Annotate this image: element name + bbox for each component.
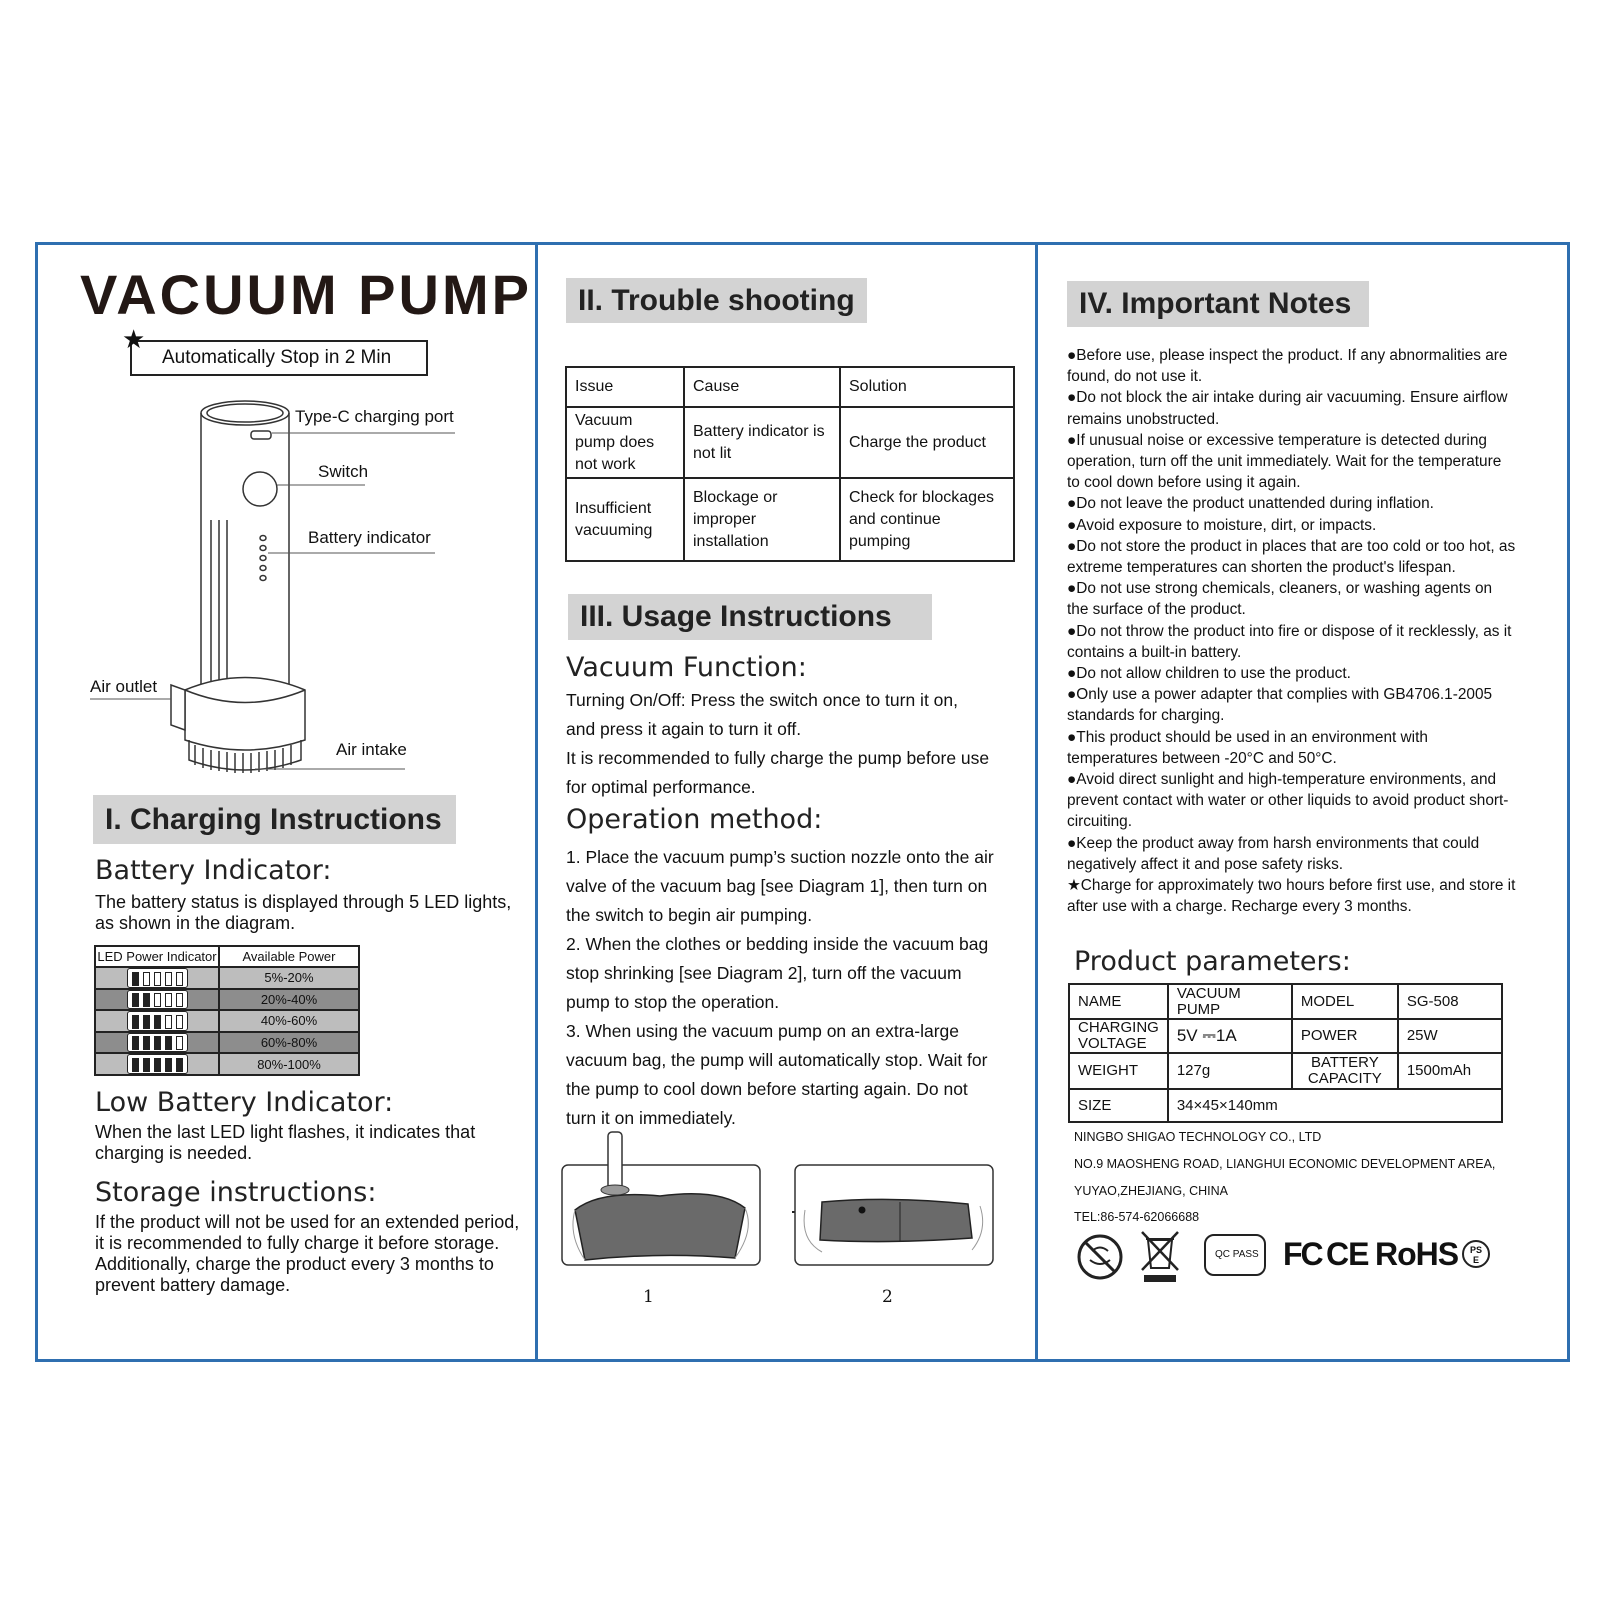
- auto-stop-badge: [122, 324, 428, 376]
- table-cell: Battery indicator is not lit: [684, 407, 840, 478]
- led-segment: [176, 1036, 183, 1050]
- table-cell: Charge the product: [840, 407, 1014, 478]
- label-line: CHARGING: [1078, 1019, 1159, 1036]
- qc-pass-text: QC PASS: [1215, 1249, 1259, 1260]
- important-notes-list: [1067, 345, 1517, 917]
- battery-indicator-text: The battery status is displayed through 5 LED lights, as shown in the diagram.: [95, 892, 512, 933]
- table-cell: Check for blockages and continue pumping: [840, 478, 1014, 561]
- important-notes-title: IV. Important Notes: [1067, 281, 1369, 327]
- text-line: and press it again to turn it off.: [566, 719, 802, 739]
- power-cell: 60%-80%: [219, 1032, 359, 1054]
- text-line: stop shrinking [see Diagram 2], turn off the vacuum: [566, 963, 962, 983]
- note-item: ●This product should be used in an environment with temperatures between -20°C and 50°C.: [1067, 728, 1428, 767]
- air-intake-label: Air intake: [336, 740, 407, 759]
- panel-divider: [535, 245, 538, 1359]
- text-line: valve of the vacuum bag [see Diagram 1], then turn on: [566, 876, 988, 896]
- param-value: 34×45×140mm: [1168, 1089, 1502, 1122]
- storage-heading: Storage instructions:: [95, 1177, 377, 1208]
- usage-diagrams: [560, 1130, 1000, 1270]
- usage-section-title: III. Usage Instructions: [568, 594, 932, 640]
- led-segment: [154, 1015, 161, 1029]
- param-label: NAME: [1069, 984, 1168, 1019]
- param-value: 5V ⎓1A: [1168, 1019, 1292, 1053]
- label-line: VOLTAGE: [1078, 1035, 1147, 1052]
- note-item: ●If unusual noise or excessive temperature is detected during operation, turn off the unit immediately. Wait for the temperature to cool down before using it again.: [1067, 431, 1502, 492]
- led-segment: [165, 1015, 172, 1029]
- note-item: ●Only use a power adapter that complies with GB4706.1-2005 standards for charging.: [1067, 686, 1493, 725]
- charging-section-title: I. Charging Instructions: [93, 795, 456, 844]
- fc-mark: FC: [1283, 1236, 1322, 1272]
- note-item: ●Do not store the product in places that are too cold or too hot, as extreme temperatures can shorten the product's lifespan.: [1067, 537, 1516, 577]
- param-label: WEIGHT: [1069, 1053, 1168, 1089]
- text-line: 3. When using the vacuum pump on an extra-large: [566, 1021, 959, 1041]
- param-value: 1500mAh: [1398, 1053, 1502, 1089]
- ce-mark: CE: [1326, 1236, 1369, 1272]
- text-line: the pump to cool down before starting again. Do not: [566, 1079, 968, 1099]
- vacuum-function-text: [566, 686, 1006, 802]
- note-item: ●Keep the product away from harsh environments that could negatively affect it and pose safety risks.: [1067, 834, 1480, 873]
- led-segment: [132, 993, 139, 1007]
- param-label: POWER: [1292, 1019, 1398, 1053]
- power-cell: 5%-20%: [219, 967, 359, 989]
- led-cell: [95, 1010, 219, 1032]
- diagram-1-label: 1: [643, 1287, 654, 1307]
- param-label: [1292, 1053, 1398, 1089]
- led-header: LED Power Indicator: [95, 946, 219, 967]
- low-battery-heading: Low Battery Indicator:: [95, 1087, 394, 1118]
- led-segment: [143, 1058, 150, 1072]
- vacuum-function-heading: Vacuum Function:: [566, 652, 807, 683]
- type-c-port-label: Type-C charging port: [295, 407, 454, 426]
- text-line: It is recommended to fully charge the pump before use: [566, 748, 990, 768]
- air-outlet-label: Air outlet: [90, 677, 158, 696]
- text-line: turn it on immediately.: [566, 1108, 736, 1128]
- param-value: VACUUM PUMP: [1168, 984, 1292, 1019]
- led-segment: [132, 972, 139, 986]
- led-segment: [176, 1015, 183, 1029]
- power-cell: 40%-60%: [219, 1010, 359, 1032]
- no-disposal-icon: [1075, 1232, 1125, 1282]
- led-cell: [95, 1032, 219, 1054]
- battery-indicator-heading: Battery Indicator:: [95, 855, 332, 886]
- low-battery-text: When the last LED light flashes, it indicates that charging is needed.: [95, 1122, 476, 1163]
- led-segment: [176, 972, 183, 986]
- operation-method-heading: Operation method:: [566, 804, 823, 835]
- param-value: 127g: [1168, 1053, 1292, 1089]
- auto-stop-text: Automatically Stop in 2 Min: [162, 347, 392, 368]
- battery-indicator-label: Battery indicator: [308, 528, 431, 547]
- power-cell: 80%-100%: [219, 1053, 359, 1075]
- param-value: SG-508: [1398, 984, 1502, 1019]
- issue-header: Issue: [566, 367, 684, 407]
- led-segment: [165, 972, 172, 986]
- led-indicator: [127, 1011, 188, 1031]
- led-segment: [132, 1058, 139, 1072]
- pse-text: PS E: [1469, 1245, 1482, 1265]
- led-segment: [165, 1058, 172, 1072]
- led-segment: [176, 1058, 183, 1072]
- led-segment: [154, 993, 161, 1007]
- product-title: VACUUM PUMP: [80, 263, 532, 326]
- panel-divider: [1035, 245, 1038, 1359]
- led-indicator: [127, 1054, 188, 1074]
- troubleshooting-table: [565, 366, 1015, 562]
- vacuum-bag-icon: [575, 1194, 745, 1260]
- led-indicator: [127, 990, 188, 1010]
- note-item: ★Charge for approximately two hours before first use, and store it after use with a charge. Recharge every 3 months.: [1067, 877, 1516, 916]
- param-label: [1069, 1019, 1168, 1053]
- note-item: ●Do not block the air intake during air vacuuming. Ensure airflow remains unobstructed.: [1067, 389, 1508, 428]
- compressed-bag-icon: [820, 1199, 972, 1241]
- weee-bin-icon: [1138, 1228, 1182, 1284]
- power-cell: 20%-40%: [219, 989, 359, 1011]
- table-cell: Blockage or improper installation: [684, 478, 840, 561]
- rohs-mark: RoHS: [1375, 1236, 1459, 1272]
- note-item: ●Do not leave the product unattended during inflation.: [1067, 495, 1434, 513]
- led-segment: [132, 1036, 139, 1050]
- led-segment: [176, 993, 183, 1007]
- qc-pass-badge: [1204, 1234, 1266, 1276]
- product-parameters-table: [1068, 983, 1503, 1123]
- label-line: CAPACITY: [1307, 1070, 1382, 1087]
- text-line: pump to stop the operation.: [566, 992, 780, 1012]
- pse-mark: [1462, 1240, 1490, 1268]
- company-phone: TEL:86-574-62066688: [1074, 1210, 1200, 1224]
- label-line: BATTERY: [1310, 1054, 1379, 1071]
- text-line: the switch to begin air pumping.: [566, 905, 813, 925]
- note-item: ●Before use, please inspect the product. If any abnormalities are found, do not use it.: [1067, 347, 1508, 386]
- text-line: 2. When the clothes or bedding inside the vacuum bag: [566, 934, 989, 954]
- led-indicator: [127, 1033, 188, 1053]
- led-segment: [143, 972, 150, 986]
- led-segment: [143, 1015, 150, 1029]
- led-segment: [154, 972, 161, 986]
- note-item: ●Do not allow children to use the product.: [1067, 665, 1351, 683]
- cause-header: Cause: [684, 367, 840, 407]
- led-segment: [143, 993, 150, 1007]
- table-cell: Insufficient vacuuming: [566, 478, 684, 561]
- led-indicator: [127, 968, 188, 988]
- led-cell: [95, 1053, 219, 1075]
- operation-method-text: [566, 843, 1011, 1133]
- led-power-table: [94, 945, 360, 1076]
- star-icon: ★: [122, 324, 146, 354]
- pump-icon: [608, 1132, 622, 1190]
- text-line: Turning On/Off: Press the switch once to turn it on,: [566, 690, 958, 710]
- param-label: MODEL: [1292, 984, 1398, 1019]
- note-item: ●Avoid exposure to moisture, dirt, or impacts.: [1067, 516, 1377, 534]
- text-line: 1. Place the vacuum pump’s suction nozzle onto the air: [566, 847, 994, 867]
- param-label: SIZE: [1069, 1089, 1168, 1122]
- switch-label: Switch: [318, 462, 369, 481]
- troubleshooting-section-title: II. Trouble shooting: [566, 278, 867, 323]
- note-item: ●Avoid direct sunlight and high-temperature environments, and prevent contact with water or other liquids to avoid product short-circuiting.: [1067, 771, 1509, 831]
- param-value: 25W: [1398, 1019, 1502, 1053]
- diagram-2-label: 2: [882, 1287, 893, 1307]
- text-line: for optimal performance.: [566, 777, 756, 797]
- led-segment: [132, 1015, 139, 1029]
- text-line: vacuum bag, the pump will automatically stop. Wait for: [566, 1050, 988, 1070]
- led-segment: [143, 1036, 150, 1050]
- led-segment: [154, 1036, 161, 1050]
- led-segment: [165, 1036, 172, 1050]
- led-cell: [95, 967, 219, 989]
- table-cell: Vacuum pump does not work: [566, 407, 684, 478]
- solution-header: Solution: [840, 367, 1014, 407]
- product-parameters-heading: Product parameters:: [1074, 946, 1351, 977]
- led-cell: [95, 989, 219, 1011]
- storage-text: If the product will not be used for an extended period, it is recommended to fully charge it before storage. Additionally, charge the product every 3 months to prevent battery damage.: [95, 1212, 520, 1295]
- vacuum-pump-illustration: [85, 395, 465, 790]
- led-segment: [154, 1058, 161, 1072]
- company-name: NINGBO SHIGAO TECHNOLOGY CO., LTD: [1074, 1130, 1322, 1144]
- company-address-line: NO.9 MAOSHENG ROAD, LIANGHUI ECONOMIC DEVELOPMENT AREA,: [1074, 1157, 1496, 1171]
- power-header: Available Power: [219, 946, 359, 967]
- company-address-line: YUYAO,ZHEJIANG, CHINA: [1074, 1184, 1228, 1198]
- note-item: ●Do not throw the product into fire or dispose of it recklessly, as it contains a built-in battery.: [1067, 622, 1512, 661]
- note-item: ●Do not use strong chemicals, cleaners, or washing agents on the surface of the product.: [1067, 580, 1493, 619]
- led-segment: [165, 993, 172, 1007]
